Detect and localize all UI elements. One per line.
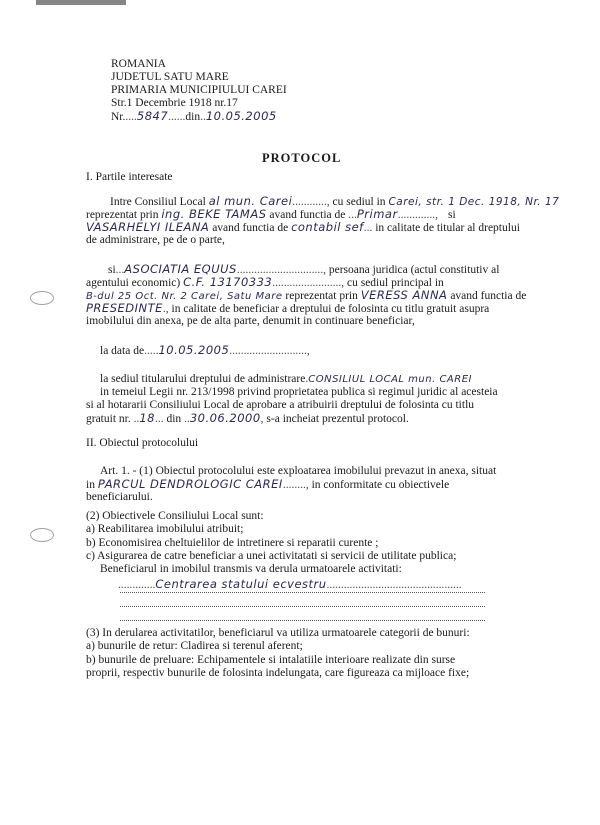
section1-line-4: de administrare, pe de o parte, <box>86 234 225 246</box>
section1-line-1: Intre Consiliul Local al mun. Carei............, cu sediul in Carei, str. 1 Dec. 1918, Nr. 17 <box>110 194 560 208</box>
text: si <box>447 209 456 221</box>
nr-prefix: Nr. <box>111 111 126 123</box>
text: avand functia de <box>269 209 346 221</box>
text: persoana juridica (actul constitutiv al <box>328 264 500 276</box>
art1-objective-a: a) Reabilitarea imobilului atribuit; <box>86 523 244 535</box>
handwritten-function-2: contabil sef <box>291 220 364 234</box>
text: gratuit nr. <box>86 413 131 425</box>
section1-line-8: PRESEDINTE., in calitate de beneficiar a dreptului de folosinta cu titlu gratuit asupra <box>86 301 490 315</box>
art1-activity-line: .............Centrarea statului ecvestru............................................... <box>118 577 462 591</box>
handwritten-location: PARCUL DENDROLOGIC CAREI <box>97 477 283 491</box>
art1-objective-b: b) Economisirea cheltuielilor de intretinere si reparatii curente ; <box>86 537 379 549</box>
text: avand functia de <box>212 222 289 234</box>
handwritten-hcl-date: 30.06.2000 <box>189 411 261 425</box>
binder-hole-mark <box>30 291 54 305</box>
text: la data de <box>100 345 145 357</box>
binder-hole-mark <box>30 528 54 542</box>
text: Intre Consiliul Local <box>110 196 206 208</box>
document-title: PROTOCOL <box>262 151 342 165</box>
header-institution: PRIMARIA MUNICIPIULUI CAREI <box>111 84 287 96</box>
section1-date-line: la data de.....10.05.2005..........................., <box>100 343 310 357</box>
text: cu sediul principal in <box>347 277 444 289</box>
handwritten-accountant: VASARHELYI ILEANA <box>86 220 210 234</box>
text: si <box>108 264 116 276</box>
section1-line-2: reprezentat prin ing. BEKE TAMAS avand functia de ...Primar............., si <box>86 207 456 221</box>
text: in calitate de titular al dreptului <box>375 222 520 234</box>
section1-line-11: la sediul titularului dreptului de administrare.CONSILIUL LOCAL mun. CAREI <box>100 373 472 385</box>
section1-line-9: imobilului din anexa, pe de alta parte, denumit in continuare beneficiar, <box>86 315 415 327</box>
art1-line-2: in PARCUL DENDROLOGIC CAREI........, in conformitate cu obiectivele <box>86 477 450 491</box>
text: reprezentat prin <box>285 290 358 302</box>
art1-assets-b-1: b) bunurile de preluare: Echipamentele si intalatiile interioare realizate din surse <box>86 654 456 666</box>
text: in calitate de beneficiar a dreptului de folosinta cu titlu gratuit asupra <box>171 303 490 315</box>
text: s-a incheiat prezentul protocol. <box>266 413 409 425</box>
art1-line-3: beneficiarului. <box>86 491 153 503</box>
handwritten-address: B-dul 25 Oct. Nr. 2 Carei, Satu Mare <box>86 291 283 302</box>
text: in <box>86 479 95 491</box>
header-registration-line: Nr.....5847......din..10.05.2005 <box>111 109 277 123</box>
blank-dotted-line <box>120 620 485 621</box>
text: la sediul titularului dreptului de administrare <box>100 373 306 385</box>
art1-assets-a: a) bunurile de retur: Cladirea si terenul aferent; <box>86 640 303 652</box>
art1-beneficiary-activities: Beneficiarul in imobilul transmis va derula urmatoarele activitati: <box>100 563 402 575</box>
section1-heading: I. Partile interesate <box>86 171 173 183</box>
handwritten-seat: Carei, str. 1 Dec. 1918, Nr. 17 <box>388 196 560 208</box>
text: din <box>166 413 182 425</box>
art1-objectives-heading: (2) Obiectivele Consiliului Local sunt: <box>86 510 264 522</box>
handwritten-council: al mun. Carei <box>208 194 293 208</box>
header-address: Str.1 Decembrie 1918 nr.17 <box>111 97 238 109</box>
text: avand functia de <box>450 290 527 302</box>
section1-line-13: si al hotararii Consiliului Local de aprobare a atribuirii dreptului de folosinta cu titlu <box>86 399 475 411</box>
handwritten-president: PRESEDINTE <box>86 301 163 315</box>
handwritten-hcl-nr: 18 <box>139 411 155 425</box>
din-label: din <box>185 111 201 123</box>
text: in conformitate cu obiectivele <box>311 479 450 491</box>
handwritten-function: Primar <box>356 207 398 221</box>
handwritten-representative: VERESS ANNA <box>360 288 448 302</box>
art1-assets-b-2: proprii, respectiv bunurile de folosinta indelungata, care figureaza ca mijloace fixe; <box>86 667 470 679</box>
handwritten-cf: C.F. 13170333 <box>183 275 273 289</box>
header-county: JUDETUL SATU MARE <box>111 71 229 83</box>
art1-line-1: Art. 1. - (1) Obiectul protocolului este exploatarea imobilului prevazut in anexa, situat <box>100 465 497 477</box>
handwritten-association: ASOCIATIA EQUUS <box>124 262 237 276</box>
art1-objective-c: c) Asigurarea de catre beneficiar a unei activitatati si servicii de utilitate publica; <box>86 550 457 562</box>
handwritten-activity: Centrarea statului ecvestru <box>155 577 327 591</box>
scan-edge-mark <box>36 0 126 5</box>
text: reprezentat prin <box>86 209 159 221</box>
handwritten-admin-seat: CONSILIUL LOCAL mun. CAREI <box>308 374 472 385</box>
section1-line-5: si...ASOCIATIA EQUUS.............................., persoana juridica (actul constitutiv al <box>108 262 500 276</box>
handwritten-signing-date: 10.05.2005 <box>158 343 230 357</box>
section1-line-14: gratuit nr. ..18... din ..30.06.2000, s-a incheiat prezentul protocol. <box>86 411 409 425</box>
section1-line-6: agentului economic) C.F. 13170333........................, cu sediul principal in <box>86 275 444 289</box>
nr-handwritten: 5847 <box>136 109 169 123</box>
text: cu sediul in <box>332 196 386 208</box>
art1-assets-heading: (3) In derularea activitatilor, beneficiarul va utiliza urmatoarele categorii de bunuri: <box>86 627 470 639</box>
date-handwritten: 10.05.2005 <box>205 109 277 123</box>
section1-line-3: VASARHELYI ILEANA avand functia de contabil sef... in calitate de titular al dreptului <box>86 220 520 234</box>
header-country: ROMANIA <box>111 58 166 70</box>
blank-dotted-line <box>120 592 485 593</box>
section1-line-12: in temeiul Legii nr. 213/1998 privind proprietatea publica si regimul juridic al acesteia <box>100 386 498 398</box>
handwritten-mayor: ing. BEKE TAMAS <box>161 207 267 221</box>
blank-dotted-line <box>120 606 485 607</box>
section2-heading: II. Obiectul protocolului <box>86 437 199 449</box>
text: agentului economic) <box>86 277 181 289</box>
